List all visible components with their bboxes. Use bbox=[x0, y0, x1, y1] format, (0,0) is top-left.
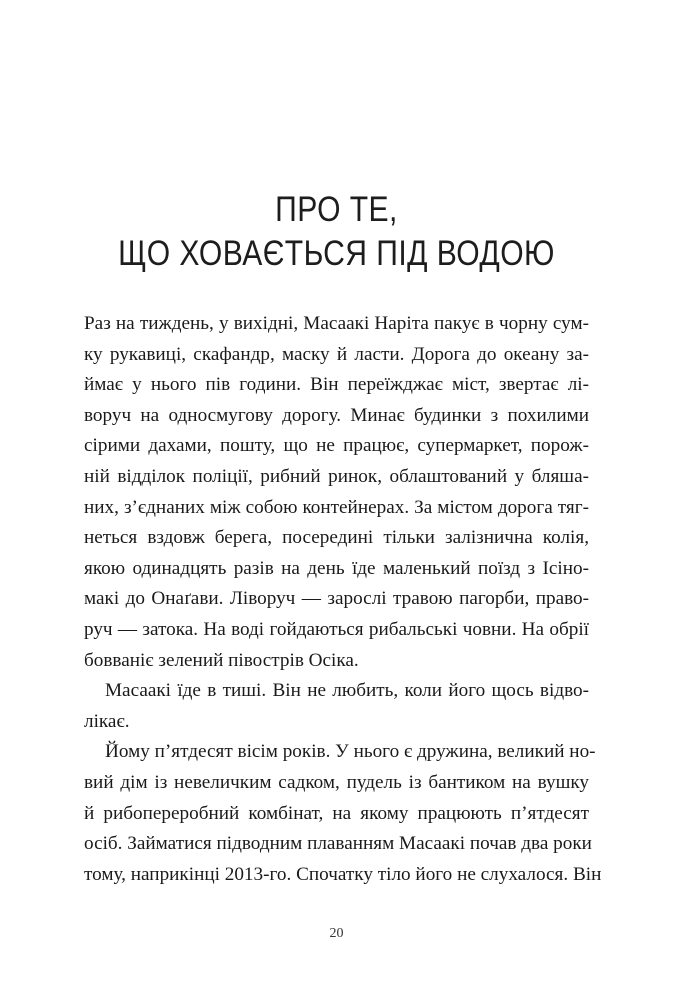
text-line: руч — затока. На воді гойдаються рибальські човни. На обрії bbox=[84, 618, 589, 640]
text-line: Масаакі їде в тиші. Він не любить, коли його щось відво- bbox=[105, 680, 589, 702]
paragraph-1 bbox=[84, 309, 589, 676]
text-line: Раз на тиждень, у вихідні, Масаакі Наріта пакує в чорну сум- bbox=[84, 313, 589, 334]
text-line: й рибопереробний комбінат, на якому працюють п’ятдесят bbox=[84, 802, 589, 824]
text-line: воруч на односмугову дорогу. Минає будинки з похилими bbox=[84, 404, 589, 426]
chapter-title bbox=[47, 188, 626, 276]
body-text bbox=[84, 309, 602, 890]
text-line: якою одинадцять разів на день їде маленький поїзд з Ісіно- bbox=[84, 557, 589, 579]
page-number: 20 bbox=[329, 926, 344, 941]
chapter-title-line-2: ЩО ХОВАЄТЬСЯ ПІД ВОДОЮ bbox=[118, 234, 555, 273]
text-line: вий дім із невеличким садком, пудель із бантиком на вушку bbox=[84, 771, 589, 793]
text-line: сірими дахами, пошту, що не працює, супермаркет, порож- bbox=[84, 435, 589, 457]
paragraph-2 bbox=[84, 676, 589, 737]
text-line: Йому п’ятдесят вісім років. У нього є дружина, великий но- bbox=[105, 741, 596, 763]
text-line: макі до Онаґави. Ліворуч — зарослі травою пагорби, право- bbox=[84, 588, 589, 610]
text-line: тому, наприкінці 2013-го. Спочатку тіло його не слухалося. Він bbox=[84, 863, 602, 885]
paragraph-3 bbox=[84, 737, 602, 890]
text-line: них, з’єднаних між собою контейнерах. За містом дорога тяг- bbox=[84, 496, 589, 518]
text-line: лікає. bbox=[84, 710, 130, 732]
text-line: неться вздовж берега, посередині тільки залізнична колія, bbox=[84, 527, 589, 549]
text-line: ній відділок поліції, рибний ринок, облаштований у бляша- bbox=[84, 465, 589, 487]
text-line: осіб. Займатися підводним плаванням Масаакі почав два роки bbox=[84, 833, 592, 855]
text-line: ймає у нього пів години. Він переїжджає міст, звертає лі- bbox=[84, 374, 589, 396]
chapter-title-line-1: ПРО ТЕ, bbox=[275, 190, 398, 229]
text-line: ку рукавиці, скафандр, маску й ласти. Дорога до океану за- bbox=[84, 343, 589, 365]
text-line: бовваніє зелений півострів Осіка. bbox=[84, 649, 359, 671]
